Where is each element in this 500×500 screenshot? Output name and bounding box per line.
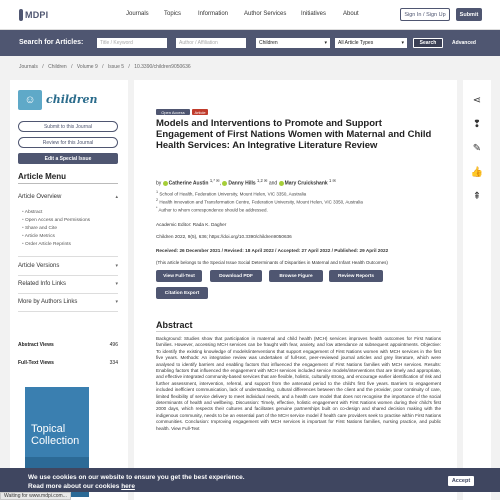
overview-item-abstract[interactable]: • Abstract <box>22 209 90 217</box>
by-label: by <box>156 180 162 187</box>
article-overview-toggle[interactable] <box>18 194 118 200</box>
article-main <box>134 80 457 500</box>
edit-special-issue-button[interactable]: Edit a Special Issue <box>18 153 118 164</box>
search-button[interactable]: Search <box>413 38 443 48</box>
orcid-icon[interactable] <box>222 181 227 186</box>
and-label: and <box>268 180 278 187</box>
divider <box>18 293 118 294</box>
more-by-authors-toggle[interactable] <box>18 299 118 305</box>
signin-button[interactable]: Sign In / Sign Up <box>400 8 450 21</box>
article-type-select[interactable] <box>335 38 407 48</box>
submit-button[interactable]: Submit <box>456 8 482 21</box>
article-versions-toggle[interactable] <box>18 263 118 269</box>
abstract-text: Background: Studies show that participation in maternal and child health (MCH) services improves health outcomes for First Nations families. However, accessing MCH services can be fraught with fear, anxiety, and low attendance at subsequent appointments. Objective: To identify the existing knowledge of models/interventions that support engagement of First Nations women with MCH services in the first five years. Methods: An integrative review was undertaken of full-text, peer-reviewed journal articles and grey literature, which were analysed to identify barriers and enabling factors that influenced the engagement of First Nations families with MCH services. Results: Enabling factors that influenced the engagement with MCH services included service models/interventions that are timely and appropriate, and effective integrated community-based services that are flexible, holistic, culturally strong, and encourage earlier identification of risk and further assessment, intervention, referral, and support from the antenatal period to the child's first five years. Barriers to engagement included inefficient communication, lack of understanding, cultural differences between the client and the provider, poor continuity of care, limited flexibility of service delivery to meet individual needs, and a health care model that does not recognise the importance of the social determinants of health and wellbeing. Discussion: Timely, effective, holistic engagement with First Nations women during their child's first 2000 days, which respects their cultures and facilitates genuine partnerships built on co-design and shared decision making with the indigenous community, needs to be an essential part of the MCH service model if health care providers seek to practise within First Nations communities. Conclusion: Improving engagement with MCH services is important for First Nations families, nursing practice, and public health. View Full-Text <box>156 336 441 431</box>
nav-author-services[interactable]: Author Services <box>244 11 287 17</box>
breadcrumb-sep: / <box>102 64 104 70</box>
more-by-authors-label: More by Authors Links <box>18 299 78 305</box>
title-keyword-input[interactable]: Title / Keyword <box>97 38 167 48</box>
submit-to-journal-button[interactable]: Submit to this Journal <box>18 121 118 132</box>
citation-line[interactable]: Children 2022, 9(5), 636; https://doi.org/10.3390/children9050636 <box>156 234 292 239</box>
breadcrumb-doi: 10.3390/children9050636 <box>134 64 191 70</box>
journal-select-value: Children <box>259 40 278 46</box>
abstract-views-row <box>18 342 118 348</box>
topical-collection-text: Topical Collection <box>31 423 80 447</box>
help-icon[interactable]: ❢ <box>472 118 482 130</box>
author-sup: 1 ✉ <box>329 178 336 183</box>
back-to-top-icon[interactable]: ⇞ <box>472 190 482 202</box>
cookie-message: We use cookies on our website to ensure you get the best experience. <box>28 474 245 481</box>
cookie-more-text: Read more about our cookies <box>28 483 120 490</box>
left-sidebar <box>10 80 128 500</box>
related-info-label: Related Info Links <box>18 281 67 287</box>
nav-initiatives[interactable]: Initiatives <box>301 11 327 17</box>
divider <box>156 331 441 332</box>
comment-icon[interactable]: ✎ <box>472 142 482 154</box>
article-type-value: All Article Types <box>338 40 374 46</box>
open-access-badge: Open Access <box>156 109 190 115</box>
overview-item-reprints[interactable]: • Order Article Reprints <box>22 241 90 249</box>
breadcrumb-children[interactable]: Children <box>48 64 67 70</box>
nav-topics[interactable]: Topics <box>164 11 182 17</box>
review-reports-button[interactable]: Review Reports <box>329 270 383 282</box>
affiliation-1: $^1$ School of Health, Federation University, Mount Helen, VIC 3350, Australia <box>156 190 307 197</box>
browser-status-bar: Waiting for www.mdpi.com... <box>0 492 71 500</box>
children-logo-icon: ☺ <box>18 90 42 110</box>
breadcrumb-sep: / <box>128 64 130 70</box>
article-menu-heading: Article Menu <box>18 172 67 181</box>
author-list: by Catherine Austin $^{1,* ✉}$, Danny Hills $^{1,2 ✉}$ and Mary Cruickshank $^{1 ✉}$ <box>156 178 336 187</box>
breadcrumb-sep: / <box>71 64 73 70</box>
citation-export-button[interactable]: Citation Export <box>156 287 208 299</box>
overview-item-metrics[interactable]: • Article Metrics <box>22 233 90 241</box>
chevron-down-icon: ▾ <box>401 40 404 46</box>
fulltext-views-row <box>18 360 118 366</box>
cookie-banner <box>0 468 500 492</box>
nav-journals[interactable]: Journals <box>126 11 149 17</box>
orcid-icon[interactable] <box>279 181 284 186</box>
view-fulltext-button[interactable]: View Full-Text <box>156 270 202 282</box>
journal-logo[interactable] <box>18 87 116 112</box>
download-pdf-button[interactable]: Download PDF <box>210 270 262 282</box>
divider <box>18 183 118 184</box>
overview-list <box>22 209 90 249</box>
article-versions-label: Article Versions <box>18 263 60 269</box>
cookie-more-line <box>28 483 135 490</box>
author-link[interactable]: Catherine Austin <box>168 180 209 187</box>
mdpi-logo[interactable] <box>19 7 47 23</box>
chevron-up-icon: ▴ <box>115 194 118 200</box>
abstract-heading: Abstract <box>156 320 193 330</box>
mdpi-logo-text: MDPI <box>25 10 49 20</box>
special-issue-note[interactable]: (This article belongs to the Special Issue Social Determinants of Disparities in Maternal and Infant Health Outcomes) <box>156 260 388 265</box>
overview-item-open-access[interactable]: • Open Access and Permissions <box>22 217 90 225</box>
search-bar <box>0 30 500 56</box>
article-title: Models and Interventions to Promote and Support Engagement of First Nations Women with Maternal and Child Health Services: An Integrative Literature Review <box>156 118 432 151</box>
share-icon[interactable]: ⋖ <box>472 94 482 106</box>
search-label: Search for Articles: <box>19 39 84 46</box>
breadcrumb-volume[interactable]: Volume 9 <box>76 64 98 70</box>
divider <box>18 311 118 312</box>
author-affiliation-input[interactable]: Author / Affiliation <box>176 38 246 48</box>
breadcrumb <box>19 64 194 70</box>
chevron-down-icon: ▾ <box>115 263 118 269</box>
corresponding-note: * Author to whom correspondence should be addressed. <box>156 206 268 213</box>
author-link[interactable]: Danny Hills <box>228 180 256 187</box>
related-info-toggle[interactable] <box>18 281 118 287</box>
nav-information[interactable]: Information <box>198 11 229 17</box>
review-for-journal-button[interactable]: Review for this Journal <box>18 137 118 148</box>
browse-figure-button[interactable]: Browse Figure <box>269 270 323 282</box>
publication-dates: Received: 26 December 2021 / Revised: 18 April 2022 / Accepted: 27 April 2022 / Published: 29 April 2022 <box>156 248 389 253</box>
thumbs-up-icon[interactable]: 👍 <box>470 166 484 178</box>
affiliation-2: $^2$ Health Innovation and Transformation Centre, Federation University, Mount Helen, VIC 3350, Australia <box>156 198 363 205</box>
breadcrumb-issue[interactable]: Issue 5 <box>107 64 125 70</box>
share-toolbar <box>463 80 491 500</box>
breadcrumb-sep: / <box>42 64 44 70</box>
divider <box>18 275 118 276</box>
author-sup: 1,2 ✉ <box>257 178 268 183</box>
author-sup: 1,* ✉ <box>209 178 220 183</box>
overview-item-share-cite[interactable]: • Share and Cite <box>22 225 90 233</box>
nav-about[interactable]: About <box>343 11 359 17</box>
chevron-down-icon: ▾ <box>115 299 118 305</box>
fulltext-views-count: 334 <box>109 360 118 366</box>
chevron-down-icon: ▾ <box>115 281 118 287</box>
breadcrumb-journals[interactable]: Journals <box>19 64 38 70</box>
top-navbar <box>0 0 500 30</box>
article-type-badge: Article <box>192 109 208 115</box>
accept-cookies-button[interactable]: Accept <box>448 476 474 486</box>
abstract-views-label: Abstract Views <box>18 342 54 348</box>
fulltext-views-label: Full-Text Views <box>18 360 54 366</box>
journal-name: children <box>46 93 98 106</box>
divider <box>18 256 118 257</box>
orcid-icon[interactable] <box>163 181 168 186</box>
mdpi-logo-icon <box>19 9 23 21</box>
academic-editor: Academic Editor: Rada K. Dagher <box>156 222 227 227</box>
advanced-search-button[interactable]: Advanced <box>452 40 476 46</box>
journal-select[interactable] <box>256 38 330 48</box>
chevron-down-icon: ▾ <box>324 40 327 46</box>
article-overview-label: Article Overview <box>18 194 62 200</box>
abstract-views-count: 496 <box>109 342 118 348</box>
author-link[interactable]: Mary Cruickshank <box>284 180 328 187</box>
cookie-here-link[interactable]: here <box>121 483 135 490</box>
